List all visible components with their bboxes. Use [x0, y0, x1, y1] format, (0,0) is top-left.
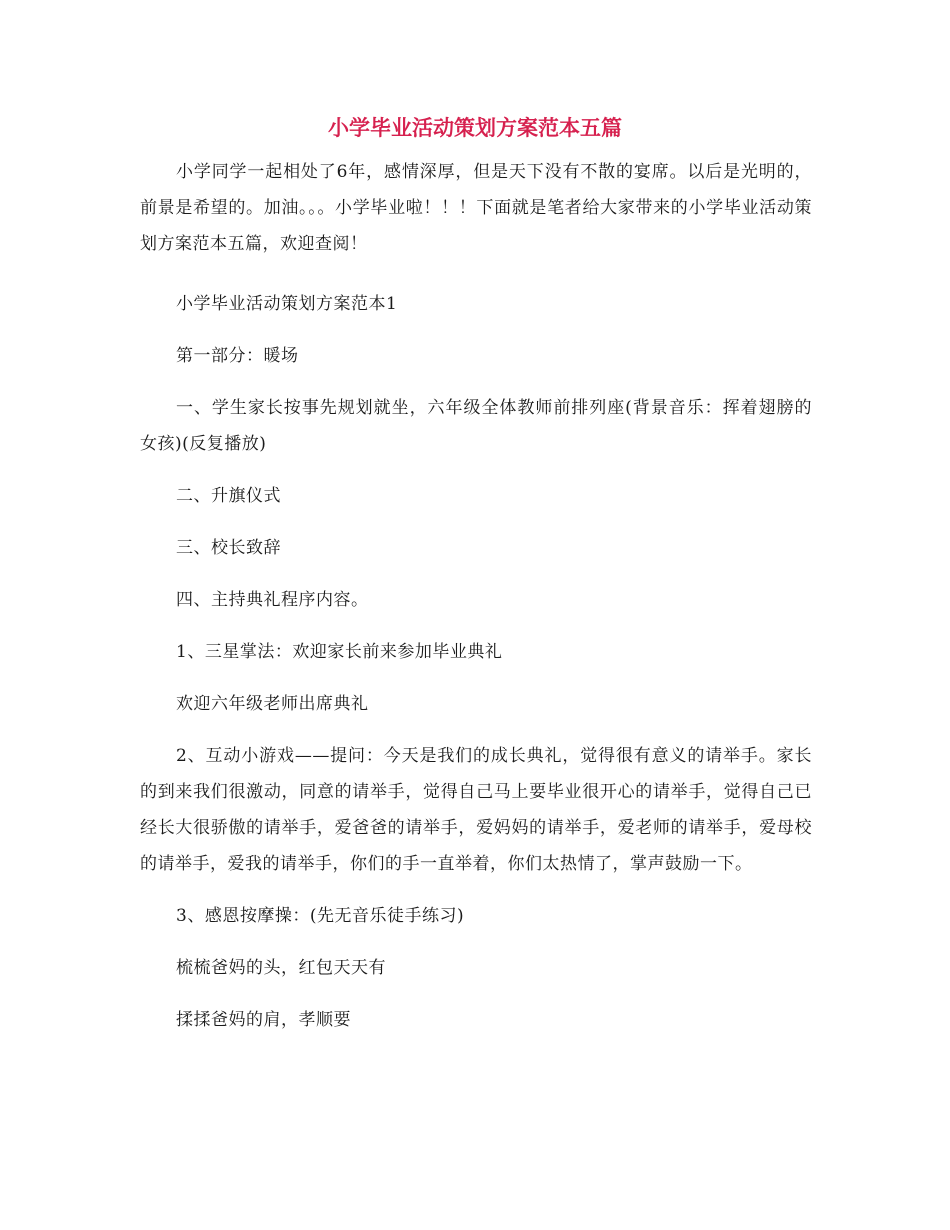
intro-paragraph: 小学同学一起相处了6年，感情深厚，但是天下没有不散的宴席。以后是光明的，前景是希望的。加油。。。小学毕业啦！！！下面就是笔者给大家带来的小学毕业活动策划方案范本五篇，欢迎查阅！	[140, 162, 812, 254]
step-paragraph: 三、校长致辞	[176, 538, 281, 558]
step-paragraph: 欢迎六年级老师出席典礼	[176, 694, 369, 714]
step-paragraph: 2、互动小游戏——提问：今天是我们的成长典礼，觉得很有意义的请举手。家长的到来我们很激动，同意的请举手，觉得自己马上要毕业很开心的请举手，觉得自己已经长大很骄傲的请举手，爱爸爸的请举手，爱妈妈的请举手，爱老师的请举手，爱母校的请举手，爱我的请举手，你们的手一直举着，你们太热情了，掌声鼓励一下。	[140, 746, 812, 874]
step-paragraph: 梳梳爸妈的头，红包天天有	[176, 958, 386, 978]
step-paragraph: 一、学生家长按事先规划就坐，六年级全体教师前排列座(背景音乐：挥着翅膀的女孩)(反复播放)	[140, 398, 812, 454]
part-heading: 第一部分：暖场	[176, 346, 299, 366]
section-heading: 小学毕业活动策划方案范本1	[176, 294, 398, 314]
document-title: 小学毕业活动策划方案范本五篇	[328, 115, 622, 140]
document-body	[140, 154, 812, 1054]
step-paragraph: 揉揉爸妈的肩，孝顺要	[176, 1010, 351, 1030]
step-paragraph: 二、升旗仪式	[176, 486, 281, 506]
step-paragraph: 3、感恩按摩操：(先无音乐徒手练习)	[176, 906, 465, 926]
step-paragraph: 四、主持典礼程序内容。	[176, 590, 369, 610]
step-paragraph: 1、三星掌法：欢迎家长前来参加毕业典礼	[176, 642, 503, 662]
